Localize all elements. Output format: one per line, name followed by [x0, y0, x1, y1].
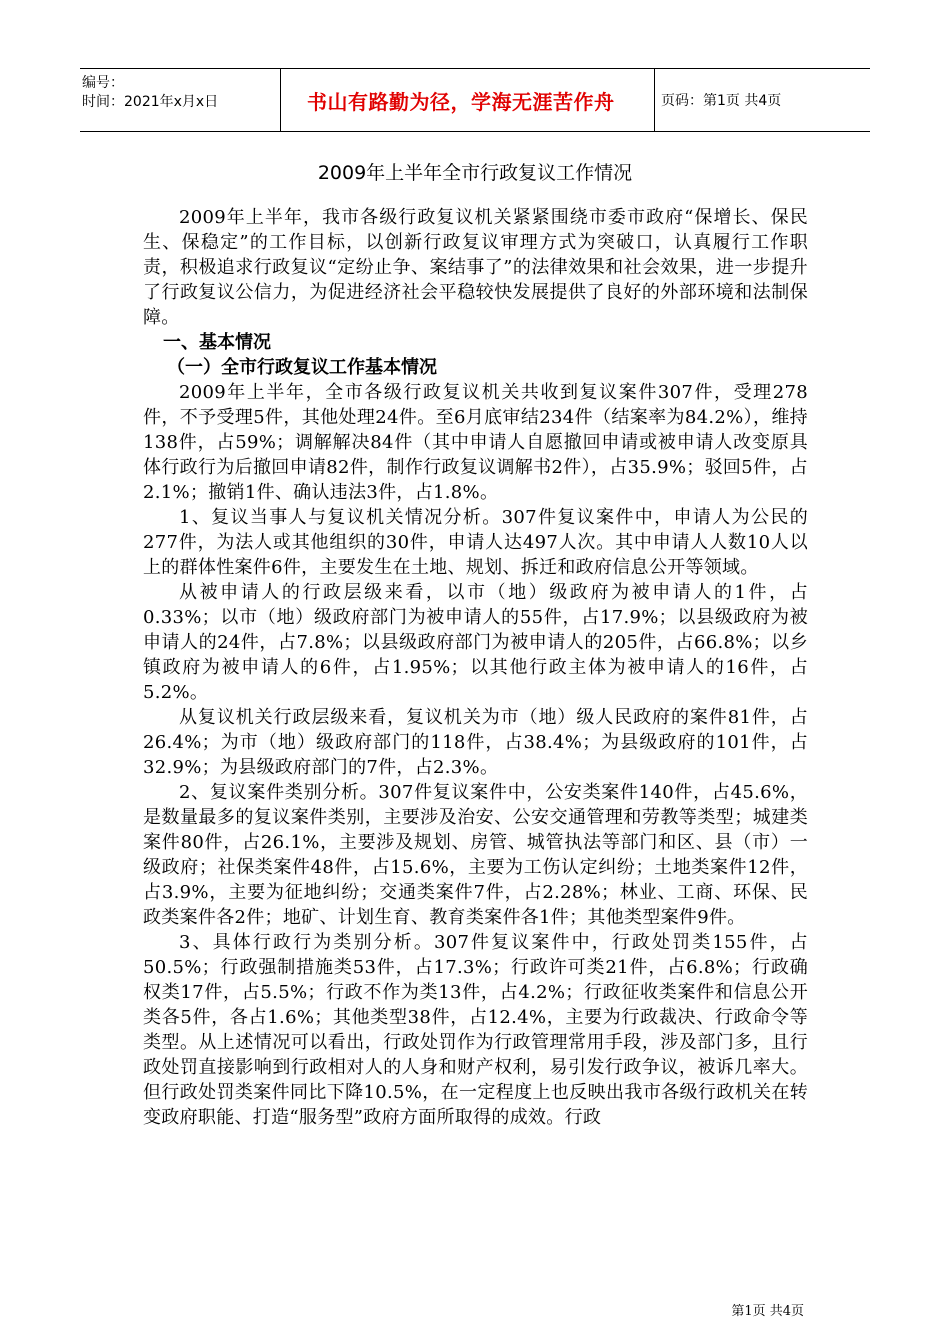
header-page-info: 页码：第1页 共4页: [661, 93, 782, 109]
document-time-label: 时间：2021年x月x日: [82, 94, 219, 110]
paragraph-authority-level: 从复议机关行政层级来看，复议机关为市（地）级人民政府的案件81件，占26.4%；为市（地）级政府部门的118件，占38.4%；为县级政府的101件，占32.9%；为县级政府部门的7件，占2.3%。: [143, 707, 808, 778]
paragraph-act-category: 3、具体行政行为类别分析。307件复议案件中，行政处罚类155件，占50.5%；行政强制措施类53件，占17.3%；行政许可类21件，占6.8%；行政确权类17件，占5.5%；行政不作为类13件，占4.2%；行政征收类案件和信息公开类各5件，各占1.6%；其他类型38件，占12.4%，主要为行政裁决、行政命令等类型。从上述情况可以看出，行政处罚作为行政管理常用手段，涉及部门多，且行政处罚直接影响到行政相对人的人身和财产权利，易引发行政争议，被诉几率大。但行政处罚类案件同比下降10.5%，在一定程度上也反映出我市各级行政机关在转变政府职能、打造“服务型”政府方面所取得的成效。行政: [143, 932, 808, 1128]
document-body: [143, 205, 808, 1130]
header-meta: [80, 69, 281, 131]
page-footer: 第1页 共4页: [731, 1304, 804, 1319]
paragraph-parties-analysis: 1、复议当事人与复议机关情况分析。307件复议案件中，申请人为公民的277件，为法人或其他组织的30件，申请人达497人次。其中申请人人数10人以上的群体性案件6件，主要发生在土地、规划、拆迁和政府信息公开等领域。: [143, 507, 808, 578]
intro-paragraph: 2009年上半年，我市各级行政复议机关紧紧围绕市委市政府“保增长、保民生、保稳定”的工作目标，以创新行政复议审理方式为突破口，认真履行工作职责，积极追求行政复议“定纷止争、案结事了”的法律效果和社会效果，进一步提升了行政复议公信力，为促进经济社会平稳较快发展提供了良好的外部环境和法制保障。: [143, 207, 808, 328]
paragraph-respondent-level: 从被申请人的行政层级来看，以市（地）级政府为被申请人的1件，占0.33%；以市（地）级政府部门为被申请人的55件，占17.9%；以县级政府为被申请人的24件，占7.8%；以县级政府部门为被申请人的205件，占66.8%；以乡镇政府为被申请人的6件，占1.95%；以其他行政主体为被申请人的16件，占5.2%。: [143, 582, 808, 703]
subsection-heading-overview: （一）全市行政复议工作基本情况: [167, 357, 437, 378]
paragraph-case-summary: 2009年上半年，全市各级行政复议机关共收到复议案件307件，受理278件，不予受理5件，其他处理24件。至6月底审结234件（结案率为84.2%），维持138件，占59%；调解解决84件（其中申请人自愿撤回申请或被申请人改变原具体行政行为后撤回申请82件，制作行政复议调解书2件），占35.9%；驳回5件，占2.1%；撤销1件、确认违法3件，占1.8%。: [143, 382, 808, 503]
page-header: [80, 68, 870, 132]
section-heading-basic: 一、基本情况: [163, 332, 271, 353]
document-number-label: 编号：: [82, 75, 124, 91]
paragraph-case-category: 2、复议案件类别分析。307件复议案件中，公安类案件140件，占45.6%，是数量最多的复议案件类别，主要涉及治安、公安交通管理和劳教等类型；城建类案件80件，占26.1%，主要涉及规划、房管、城管执法等部门和区、县（市）一级政府；社保类案件48件，占15.6%，主要为工伤认定纠纷；土地类案件12件，占3.9%，主要为征地纠纷；交通类案件7件，占2.28%；林业、工商、环保、民政类案件各2件；地矿、计划生育、教育类案件各1件；其他类型案件9件。: [143, 782, 808, 928]
header-motto: 书山有路勤为径，学海无涯苦作舟: [281, 69, 655, 131]
document-title: 2009年上半年全市行政复议工作情况: [317, 162, 633, 184]
